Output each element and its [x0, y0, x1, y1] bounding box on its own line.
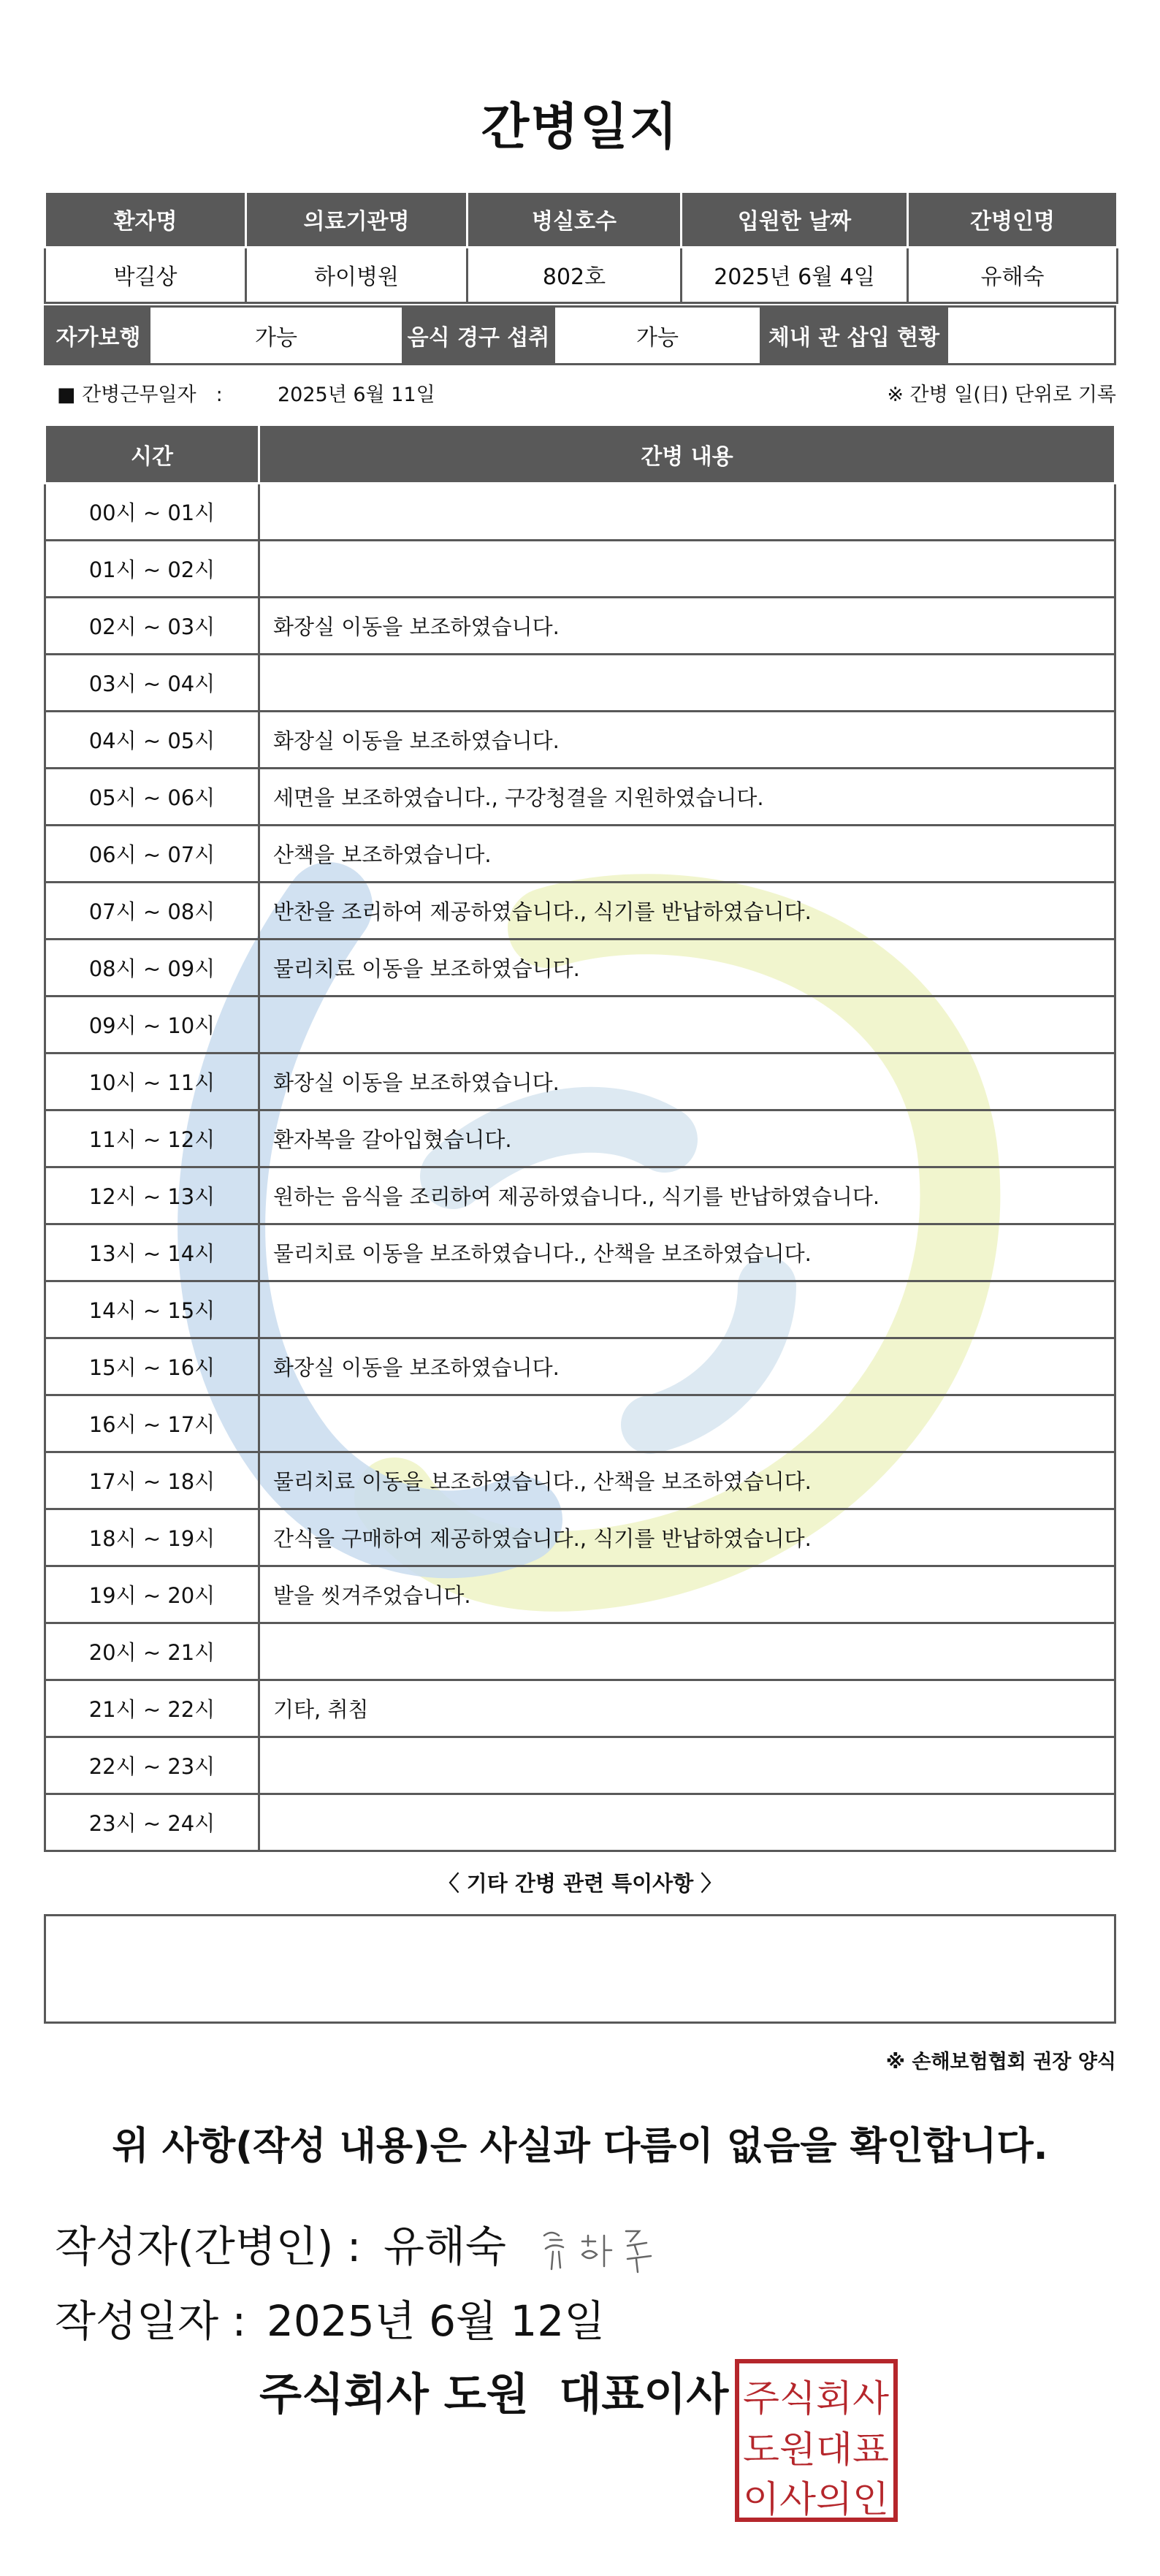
log-time: 20시 ~ 21시	[45, 1623, 259, 1680]
log-row	[45, 1509, 1115, 1566]
log-time: 15시 ~ 16시	[45, 1338, 259, 1395]
log-row	[45, 1566, 1115, 1623]
header-room: 병실호수	[468, 193, 682, 247]
log-row	[45, 541, 1115, 598]
log-time: 00시 ~ 01시	[45, 484, 259, 541]
log-time: 09시 ~ 10시	[45, 997, 259, 1053]
log-time: 10시 ~ 11시	[45, 1053, 259, 1110]
log-content: 물리치료 이동을 보조하였습니다., 산책을 보조하였습니다.	[259, 1224, 1115, 1281]
log-time: 02시 ~ 03시	[45, 598, 259, 655]
log-time: 21시 ~ 22시	[45, 1680, 259, 1737]
caregiver-name: 유해숙	[908, 247, 1118, 302]
log-content: 환자복을 갈아입혔습니다.	[259, 1110, 1115, 1167]
log-row	[45, 826, 1115, 883]
patient-info-table	[44, 193, 1118, 304]
log-time: 11시 ~ 12시	[45, 1110, 259, 1167]
log-time: 03시 ~ 04시	[45, 655, 259, 712]
eat-value: 가능	[636, 325, 679, 351]
log-content	[259, 484, 1115, 541]
log-row	[45, 1281, 1115, 1338]
representative-line	[259, 2360, 728, 2423]
form-source-note: ※ 손해보험협회 권장 양식	[885, 2051, 1116, 2073]
header-time: 시간	[45, 425, 259, 484]
log-time: 22시 ~ 23시	[45, 1737, 259, 1794]
log-content	[259, 1623, 1115, 1680]
log-row	[45, 883, 1115, 940]
eat-label: 음식 경구 섭취	[402, 308, 555, 363]
seal-text-line: 도원대표	[743, 2428, 889, 2471]
writer-name: 유해숙	[384, 2222, 507, 2271]
log-time: 04시 ~ 05시	[45, 712, 259, 769]
header-patient-name: 환자명	[45, 193, 246, 247]
log-content: 산책을 보조하였습니다.	[259, 826, 1115, 883]
log-row	[45, 1110, 1115, 1167]
log-content: 화장실 이동을 보조하였습니다.	[259, 598, 1115, 655]
walk-value: 가능	[255, 325, 297, 351]
log-row	[45, 1680, 1115, 1737]
hospital-name: 하이병원	[246, 247, 468, 302]
log-time: 18시 ~ 19시	[45, 1509, 259, 1566]
header-caregiver: 간병인명	[908, 193, 1118, 247]
write-date-label: 작성일자 :	[55, 2296, 247, 2346]
log-row	[45, 940, 1115, 997]
log-row	[45, 1338, 1115, 1395]
patient-status-row	[44, 305, 1116, 365]
writer-label: 작성자(간병인) :	[55, 2222, 362, 2271]
work-date-label: ■ 간병근무일자 :	[57, 384, 223, 406]
room-number: 802호	[468, 247, 682, 302]
header-care-content: 간병 내용	[259, 425, 1115, 484]
log-content: 화장실 이동을 보조하였습니다.	[259, 712, 1115, 769]
log-content: 물리치료 이동을 보조하였습니다.	[259, 940, 1115, 997]
header-admission-date: 입원한 날짜	[682, 193, 908, 247]
log-time: 23시 ~ 24시	[45, 1794, 259, 1851]
log-row	[45, 484, 1115, 541]
log-content: 화장실 이동을 보조하였습니다.	[259, 1053, 1115, 1110]
log-row	[45, 997, 1115, 1053]
patient-name: 박길상	[45, 247, 246, 302]
log-content: 화장실 이동을 보조하였습니다.	[259, 1338, 1115, 1395]
log-content	[259, 541, 1115, 598]
log-time: 08시 ~ 09시	[45, 940, 259, 997]
company-seal	[734, 2358, 898, 2523]
handwritten-signature	[537, 2214, 668, 2279]
log-time: 13시 ~ 14시	[45, 1224, 259, 1281]
tube-label: 체내 관 삽입 현황	[760, 308, 948, 363]
work-date: 2025년 6월 11일	[278, 384, 435, 406]
seal-text-line: 이사의인	[743, 2478, 889, 2520]
log-content: 기타, 취침	[259, 1680, 1115, 1737]
log-time: 17시 ~ 18시	[45, 1452, 259, 1509]
log-time: 14시 ~ 15시	[45, 1281, 259, 1338]
log-time: 01시 ~ 02시	[45, 541, 259, 598]
log-content	[259, 1281, 1115, 1338]
write-date: 2025년 6월 12일	[267, 2296, 606, 2346]
log-content: 발을 씻겨주었습니다.	[259, 1566, 1115, 1623]
log-content	[259, 1737, 1115, 1794]
log-row	[45, 655, 1115, 712]
log-row	[45, 1737, 1115, 1794]
page-title: 간병일지	[481, 99, 679, 156]
log-time: 07시 ~ 08시	[45, 883, 259, 940]
log-time: 12시 ~ 13시	[45, 1167, 259, 1224]
log-content: 원하는 음식을 조리하여 제공하였습니다., 식기를 반납하였습니다.	[259, 1167, 1115, 1224]
log-row	[45, 1623, 1115, 1680]
log-content	[259, 1395, 1115, 1452]
log-row	[45, 1452, 1115, 1509]
log-content: 물리치료 이동을 보조하였습니다., 산책을 보조하였습니다.	[259, 1452, 1115, 1509]
walk-label: 자가보행	[46, 308, 150, 363]
representative-title: 대표이사	[559, 2369, 729, 2420]
log-row	[45, 1053, 1115, 1110]
log-content	[259, 655, 1115, 712]
log-row	[45, 1224, 1115, 1281]
care-log-table	[44, 424, 1116, 1852]
admission-date: 2025년 6월 4일	[682, 247, 908, 302]
notes-box	[44, 1914, 1116, 2024]
confirmation-statement: 위 사항(작성 내용)은 사실과 다름이 없음을 확인합니다.	[112, 2125, 1048, 2168]
log-row	[45, 712, 1115, 769]
log-content: 반찬을 조리하여 제공하였습니다., 식기를 반납하였습니다.	[259, 883, 1115, 940]
log-time: 06시 ~ 07시	[45, 826, 259, 883]
log-content: 세면을 보조하였습니다., 구강청결을 지원하였습니다.	[259, 769, 1115, 826]
tube-value	[948, 308, 1114, 363]
log-content	[259, 1794, 1115, 1851]
log-content: 간식을 구매하여 제공하였습니다., 식기를 반납하였습니다.	[259, 1509, 1115, 1566]
log-row	[45, 769, 1115, 826]
log-row	[45, 1167, 1115, 1224]
seal-text-line: 주식회사	[743, 2377, 890, 2420]
header-hospital: 의료기관명	[246, 193, 468, 247]
log-content	[259, 997, 1115, 1053]
unit-note: ※ 간병 일(日) 단위로 기록	[887, 384, 1116, 406]
notes-title: 〈 기타 간병 관련 특이사항 〉	[438, 1871, 722, 1896]
company-name: 주식회사 도원	[259, 2369, 529, 2420]
log-row	[45, 1794, 1115, 1851]
log-row	[45, 1395, 1115, 1452]
log-time: 19시 ~ 20시	[45, 1566, 259, 1623]
log-time: 16시 ~ 17시	[45, 1395, 259, 1452]
log-time: 05시 ~ 06시	[45, 769, 259, 826]
log-row	[45, 598, 1115, 655]
